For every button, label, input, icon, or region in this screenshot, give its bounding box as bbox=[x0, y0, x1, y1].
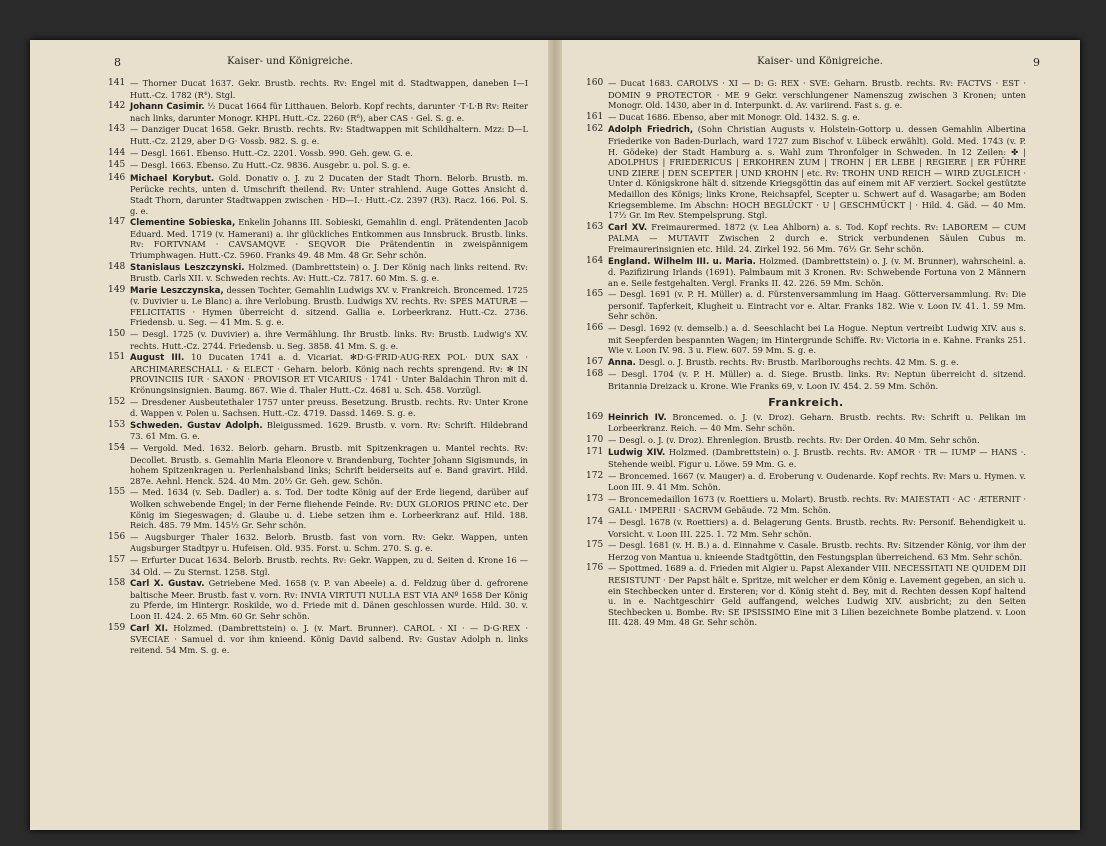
catalog-entry bbox=[108, 555, 528, 577]
entry-number: 163 bbox=[586, 221, 604, 232]
entry-number: 153 bbox=[108, 419, 126, 430]
entry-description: dessen Tochter, Gemahlin Ludwigs XV. v. Frankreich. Broncemed. 1725 (v. Duvivier u. Le Blanc) a. ihre Verlobung. Brustb. Ludwigs XV. rechts. Rv: SPES MATURÆ — FELICITATIS · Hymen überreicht d. sitzend. Gallia e. Lorbeerkranz. Hutt.-Cz. 2736. Friedensb. u. Seg. — 41 Mm. S. g. e. bbox=[130, 284, 528, 328]
right-column bbox=[586, 78, 1026, 629]
catalog-entry bbox=[586, 412, 1026, 434]
entry-description: — Desgl. 1692 (v. demselb.) a. d. Seeschlacht bei La Hogue. Neptun vertreibt Ludwig XIV. aus s. mit Seepferden bespannten Wagen; im Hintergrunde Schiffe. Rv: Victoria in e. Kahne. Franks 251. Wie v. Loon IV. 98. 3 u. Fiew. 607. 59 Mm. S. g. e. bbox=[608, 323, 1026, 356]
entry-body bbox=[130, 217, 528, 260]
entry-description: — Erfurter Ducat 1634. Belorb. Brustb. rechts. Rv: Gekr. Wappen, zu d. Seiten d. Krone 16 — 34 Old. — Zu Sternst. 1258. Stgl. bbox=[130, 554, 528, 577]
entry-description: (Sohn Christian Augusts v. Holstein-Gottorp u. dessen Gemahlin Albertina Friederike von Baden-Durlach, ward 1727 zum Bischof v. Lübeck erwählt). Gold. Med. 1743 (v. P. H. Gödeke) der Stadt Hamburg a. s. Wahl zum Thronfolger in Schweden. In 12 Zeilen: ✤ | ADOLPHUS | FRIEDERICUS | ERKOHREN ZUM | TROHN | ER LEBE | REGIERE | ER FÜHRE UND ZIERE | DEN SCEPTER | UND KROHN | etc. Rv: TROHN UND REICH — WIRD ZUGLEICH · Unter d. Königskrone hält d. sitzende Kriegsgöttin das auf einem mit AF verziert. Sockel gestützte Medaillon des Königs; links Krone, Reichsapfel, Scepter u. Schwert auf d. Wasagarbe; am Boden Kriegsembleme. Im Abschn: HOCH BEGLÜCKT · U | GESCHMÜCKT | · Hild. 4. Gäd. — 40 Mm. 17½ Gr. Im Rev. Stempelsprung. Stgl. bbox=[608, 124, 1027, 221]
catalog-entry bbox=[108, 285, 528, 328]
entry-body bbox=[608, 124, 1026, 220]
catalog-entry bbox=[586, 124, 1026, 220]
entry-body bbox=[130, 262, 528, 284]
entry-description: — Desgl. 1691 (v. P. H. Müller) a. d. Fürstenversammlung im Haag. Götterversammlung. Rv: Die personif. Tapferkeit, Klugheit u. Eintracht vor e. Altar. Franks 182. Wie v. Loon IV. 41. 1. 59 Mm. Sehr schön. bbox=[608, 289, 1026, 322]
entry-ruler-name: Marie Leszczynska, bbox=[130, 285, 224, 296]
right-page-number: 9 bbox=[1033, 56, 1040, 69]
entry-number: 172 bbox=[586, 470, 604, 481]
entry-description: Freimaurermed. 1872 (v. Lea Ahlborn) a. s. Tod. Kopf rechts. Rv: LABOREM — CUM PALMA — MUTAVIT Zwischen 2 durch e. Strick verbundenen Säulen Cubus m. Freimaurerinsignien etc. Hild. 24. Zirkel 192. 56 Mm. 76½ Gr. Sehr schön. bbox=[608, 221, 1027, 254]
catalog-entry bbox=[586, 357, 1026, 369]
entry-number: 149 bbox=[108, 284, 126, 295]
catalog-entry bbox=[586, 563, 1026, 628]
entry-number: 166 bbox=[586, 323, 604, 334]
entry-description: — Dresdener Ausbeutethaler 1757 unter preuss. Besetzung. Brustb. rechts. Rv: Unter Krone d. Wappen v. Polen u. Sachsen. Hutt.-Cz. 4719. Dassd. 1469. S. g. e. bbox=[130, 396, 528, 419]
entry-description: — Danziger Ducat 1658. Gekr. Brustb. rechts. Rv: Stadtwappen mit Schildhaltern. Mzz: D—L Hutt.-Cz. 2129, aber D·G· Vossb. 982. S. g. e. bbox=[130, 124, 528, 146]
catalog-entry bbox=[108, 262, 528, 284]
entry-ruler-name: England. Wilhelm III. u. Maria. bbox=[608, 256, 756, 267]
entry-body bbox=[608, 256, 1026, 289]
entry-number: 158 bbox=[108, 578, 126, 589]
catalog-entry bbox=[108, 532, 528, 554]
entry-description: — Desgl. 1704 (v. P. H. Müller) a. d. Siege. Brustb. links. Rv: Neptun überreicht d. sitzend. Britannia Dreizack u. Krone. Wie Franks 69, v. Loon IV. 454. 2. 59 Mm. Schön. bbox=[608, 369, 1026, 392]
right-page-header bbox=[560, 56, 1080, 70]
right-entries-frankreich bbox=[586, 412, 1026, 628]
catalog-entry bbox=[108, 487, 528, 530]
entry-body bbox=[130, 101, 528, 123]
left-page bbox=[30, 40, 550, 830]
catalog-entry bbox=[586, 471, 1026, 493]
entry-description: — Ducat 1683. CAROLVS · XI — D: G: REX · SVE: Geharn. Brustb. rechts. Rv: FACTVS · EST · DOMIN 9 PROTECTOR · ME 9 Gekr. verschlungener Namenszug zwischen 3 Kronen; unten Monogr. Old. 1430, aber in d. Interpunkt. d. Av. variirend. Fast s. g. e. bbox=[608, 78, 1026, 111]
entry-body bbox=[130, 487, 528, 530]
left-running-title: Kaiser- und Königreiche. bbox=[227, 56, 353, 67]
entry-number: 157 bbox=[108, 554, 126, 565]
entry-number: 154 bbox=[108, 443, 126, 453]
entry-body bbox=[608, 357, 1026, 369]
entry-number: 152 bbox=[108, 396, 126, 407]
entry-description: Desgl. o. J. Brustb. rechts. Rv: Brustb. Marlboroughs rechts. 42 Mm. S. g. e. bbox=[638, 356, 959, 367]
entry-number: 144 bbox=[108, 147, 126, 158]
entry-ruler-name: Johann Casimir. bbox=[130, 102, 205, 113]
entry-body bbox=[608, 112, 1026, 124]
catalog-entry bbox=[108, 623, 528, 656]
entry-description: Enkelin Johanns III. Sobieski, Gemahlin d. engl. Prätendenten Jacob Eduard. Med. 1719 (v. Hamerani) a. ihr glückliches Entkommen aus Innsbruck. Brustb. links. Rv: FORTVNAM · CAVSAMQVE · SEQVOR Die Prätendentin in zweispännigem Triumphwagen. Hutt.-Cz. 5960. Franks 49. 48 Mm. 48 Gr. Sehr schön. bbox=[130, 217, 528, 260]
catalog-entry bbox=[108, 78, 528, 100]
catalog-entry bbox=[586, 517, 1026, 539]
entry-description: — Ducat 1686. Ebenso, aber mit Monogr. Old. 1432. S. g. e. bbox=[608, 111, 860, 122]
entry-number: 164 bbox=[586, 255, 604, 266]
catalog-entry bbox=[108, 101, 528, 123]
entry-body bbox=[130, 329, 528, 351]
entry-description: Broncemed. o. J. (v. Droz). Geharn. Brustb. rechts. Rv: Schrift u. Pelikan im Lorbeerkranz. Reich. — 40 Mm. Sehr schön. bbox=[608, 411, 1026, 434]
catalog-entry bbox=[586, 447, 1026, 469]
entry-description: — Desgl. 1661. Ebenso. Hutt.-Cz. 2201. Vossb. 990. Geh. gew. G. e. bbox=[130, 147, 413, 158]
entry-body bbox=[130, 160, 528, 172]
catalog-entry bbox=[586, 323, 1026, 356]
entry-number: 170 bbox=[586, 434, 604, 445]
entry-description: — Broncemedaillon 1673 (v. Roettiers u. Molart). Brustb. rechts. Rv: MAIESTATI · AC · ÆTERNIT · GALL · IMPERII · SACRVM Gebäude. 72 Mm. Schön. bbox=[608, 493, 1026, 516]
entry-number: 174 bbox=[586, 516, 604, 527]
entry-body bbox=[130, 555, 528, 577]
entry-body bbox=[130, 352, 528, 395]
catalog-entry bbox=[586, 289, 1026, 322]
entry-body bbox=[608, 563, 1026, 628]
entry-number: 142 bbox=[108, 101, 126, 112]
left-page-number: 8 bbox=[114, 56, 121, 69]
catalog-entry bbox=[586, 494, 1026, 516]
entry-number: 141 bbox=[108, 78, 126, 88]
entry-description: Holzmed. (Dambrettstein) o. J. Der König nach links reitend. Rv: Brustb. Carls XII. v. Schweden rechts. Av: Hutt.-Cz. 7817. 60 Mm. S. g. e. bbox=[130, 261, 528, 284]
entry-body bbox=[608, 435, 1026, 447]
entry-body bbox=[608, 289, 1026, 322]
entry-ruler-name: Anna. bbox=[608, 357, 636, 368]
catalog-entry bbox=[586, 78, 1026, 111]
catalog-entry bbox=[586, 369, 1026, 391]
catalog-entry bbox=[108, 443, 528, 486]
catalog-entry bbox=[108, 397, 528, 419]
catalog-entry bbox=[586, 256, 1026, 289]
entry-description: — Broncemed. 1667 (v. Mauger) a. d. Eroberung v. Oudenarde. Kopf rechts. Rv: Mars u. Hymen. v. Loon III. 9. 41 Mm. Schön. bbox=[608, 470, 1026, 493]
entry-description: 10 Ducaten 1741 a. d. Vicariat. ✻D·G·FRID·AUG·REX POL· DUX SAX · ARCHIMARESCHALL · & ELECT · Geharn. belorb. König nach rechts sprengend. Rv: ✻ IN PROVINCIIS IUR · SAXON · PROVISOR ET VICARIUS · 1741 · Unter Baldachin Thron mit d. Krönungsinsignien. Baumg. 867. Wie d. Thaler Hutt.-Cz. 4681 u. Sch. 458. Vorzügl. bbox=[130, 352, 528, 396]
entry-description: — Desgl. 1678 (v. Roettiers) a. d. Belagerung Gents. Brustb. rechts. Rv: Personif. Behendigkeit u. Vorsicht. v. Loon III. 225. 1. 72 Mm. Sehr schön. bbox=[608, 516, 1026, 539]
entry-body bbox=[608, 412, 1026, 434]
entry-ruler-name: Adolph Friedrich, bbox=[608, 125, 694, 136]
entry-number: 173 bbox=[586, 493, 604, 504]
entry-description: — Spottmed. 1689 a. d. Frieden mit Algier u. Papst Alexander VIII. NECESSITATI NE QUIDEM DII RESISTUNT · Der Papst hält e. Spritze, mit welcher er dem König e. Lavement gegeben, an sich u. ein Stechbecken unter d. Ersteren; vor d. König steht d. Bey, mit d. Rechten dessen Kopf haltend u. in e. Nachtgeschirr Geld auffangend, welches Ludwig XIV. ausbricht; zu den Seiten Stechbecken u. Bombe. Rv: SE IPSISSIMO Eine mit 3 Lilien bezeichnete Bombe platzend. v. Loon III. 428. 49 Mm. 48 Gr. Sehr schön. bbox=[608, 563, 1026, 628]
catalog-entry bbox=[108, 173, 528, 216]
catalog-entry bbox=[108, 148, 528, 160]
entry-ruler-name: Stanislaus Leszczynski. bbox=[130, 262, 245, 273]
entry-description: — Desgl. 1681 (v. H. B.) a. d. Einnahme v. Casale. Brustb. rechts. Rv: Sitzender König, vor ihm der Herzog von Mantua u. knieende Stadtgöttin, den Festungsplan überreichend. 63 Mm. Sehr schön. bbox=[608, 540, 1026, 562]
entry-body bbox=[130, 443, 528, 486]
catalog-entry bbox=[108, 329, 528, 351]
entry-number: 168 bbox=[586, 369, 604, 380]
entry-description: — Med. 1634 (v. Seb. Dadler) a. s. Tod. Der todte König auf der Erde liegend, darüber auf Wolken schwebende Engel; in der Ferne fliehende Feinde. Rv: DUX GLORIOS PRINC etc. Der König im Siegeswagen; d. Glaube u. d. Liebe setzen ihm e. Lorbeerkranz auf. Hild. 188. Reich. 485. 79 Mm. 145½ Gr. Sehr schön. bbox=[130, 487, 528, 531]
entry-ruler-name: Ludwig XIV. bbox=[608, 448, 666, 459]
catalog-entry bbox=[108, 124, 528, 146]
entry-body bbox=[130, 78, 528, 100]
entry-body bbox=[608, 471, 1026, 493]
entry-number: 156 bbox=[108, 531, 126, 542]
entry-number: 162 bbox=[586, 124, 604, 135]
entry-body bbox=[608, 540, 1026, 562]
entry-ruler-name: Michael Korybut. bbox=[130, 173, 215, 184]
entry-number: 146 bbox=[108, 172, 126, 183]
catalog-entry bbox=[108, 578, 528, 621]
entry-number: 145 bbox=[108, 160, 126, 171]
entry-body bbox=[130, 420, 528, 442]
entry-number: 151 bbox=[108, 352, 126, 363]
entry-body bbox=[130, 532, 528, 554]
entry-description: — Vergold. Med. 1632. Belorb. geharn. Brustb. mit Spitzenkragen u. Mantel rechts. Rv: Decollet. Brustb. s. Gemahlin Maria Eleonore v. Brandenburg, Tochter Johann Sigismunds, in hohem Spitzenkragen u. Perlenhalsband links; Schrift beiderseits auf e. Band gravirt. Hild. 287e. Aehnl. Henck. 524. 40 Mm. 20½ Gr. Geh. gew. Schön. bbox=[130, 443, 528, 486]
entry-description: Holzmed. (Dambrettstein) o. J. Brustb. rechts. Rv: AMOR · TR — IUMP — HANS ·. Stehende weibl. Figur u. Löwe. 59 Mm. G. e. bbox=[608, 447, 1027, 469]
entry-body bbox=[130, 173, 528, 216]
entry-number: 150 bbox=[108, 329, 126, 340]
entry-ruler-name: Carl XV. bbox=[608, 222, 648, 233]
book-spread bbox=[30, 40, 1080, 830]
right-entries bbox=[586, 78, 1026, 392]
left-page-header bbox=[30, 56, 550, 70]
right-page bbox=[560, 40, 1080, 830]
entry-number: 159 bbox=[108, 622, 126, 633]
entry-body bbox=[130, 397, 528, 419]
catalog-entry bbox=[586, 540, 1026, 562]
entry-number: 155 bbox=[108, 487, 126, 498]
entry-number: 176 bbox=[586, 563, 604, 574]
entry-description: Holzmed. (Dambrettstein) o. J. (v. Mart. Brunner). CAROL · XI · — D·G·REX · SVECIAE · Samuel d. vor ihm knieend. König David salbend. Rv: Gustav Adolph n. links reitend. 54 Mm. S. g. e. bbox=[130, 622, 528, 655]
entry-number: 161 bbox=[586, 111, 604, 122]
entry-description: Getriebene Med. 1658 (v. P. van Abeele) a. d. Feldzug über d. gefrorene baltische Meer. Brustb. fast v. vorn. Rv: INVIA VIRTUTI NULLA EST VIA ANº 1658 Der König zu Pferde, im Hintergr. Roskilde, wo d. Friede mit d. Dänen geschlossen wurde. Hild. 30. v. Loon II. 424. 2. 65 Mm. 60 Gr. Sehr schön. bbox=[130, 578, 529, 621]
entry-body bbox=[608, 494, 1026, 516]
entry-description: Gold. Donativ o. J. zu 2 Ducaten der Stadt Thorn. Belorb. Brustb. m. Perücke rechts, unten d. Umschrift theilend. Rv: Unter strahlend. Auge Gottes Ansicht d. Stadt Thorn, darunter Stadtwappen zwischen · HD—I.· Hutt.-Cz. 2397 (R3). Racz. 166. Pol. S. g. e. bbox=[130, 172, 528, 216]
entry-body bbox=[130, 124, 528, 146]
right-running-title: Kaiser- und Königreiche. bbox=[757, 56, 883, 67]
entry-description: Bleigussmed. 1629. Brustb. v. vorn. Rv: Schrift. Hildebrand 73. 61 Mm. G. e. bbox=[130, 419, 528, 442]
entry-body bbox=[608, 222, 1026, 255]
entry-ruler-name: Carl X. Gustav. bbox=[130, 579, 205, 590]
entry-description: — Desgl. 1663. Ebenso. Zu Hutt.-Cz. 9836. Ausgebr. u. pol. S. g. e. bbox=[130, 160, 411, 171]
catalog-entry bbox=[586, 435, 1026, 447]
entry-description: Holzmed. (Dambrettstein) o. J. (v. M. Brunner), wahrscheinl. a. d. Pazifizirung Irlands (1691). Palmbaum mit 3 Kronen. Rv: Schwebende Fortuna von 2 Männern an e. Seile festgehalten. Vergl. Franks II. 42. 226. 59 Mm. Schön. bbox=[608, 255, 1027, 288]
entry-body bbox=[608, 517, 1026, 539]
entry-number: 165 bbox=[586, 289, 604, 300]
entry-number: 169 bbox=[586, 411, 604, 422]
left-column bbox=[108, 78, 528, 656]
entry-number: 143 bbox=[108, 124, 126, 135]
entry-description: — Augsburger Thaler 1632. Belorb. Brustb. fast von vorn. Rv: Gekr. Wappen, unten Augsburger Stadtpyr u. Hufeisen. Old. 935. Forst. u. Schm. 270. S. g. e. bbox=[130, 531, 528, 554]
catalog-entry bbox=[108, 352, 528, 395]
entry-number: 147 bbox=[108, 217, 126, 228]
entry-number: 148 bbox=[108, 261, 126, 272]
section-heading: Frankreich. bbox=[768, 395, 844, 409]
entry-body bbox=[608, 369, 1026, 391]
entry-body bbox=[608, 447, 1026, 469]
entry-ruler-name: Heinrich IV. bbox=[608, 412, 667, 423]
entry-body bbox=[130, 623, 528, 656]
entry-description: — Desgl. o. J. (v. Droz). Ehrenlegion. Brustb. rechts. Rv: Der Orden. 40 Mm. Sehr schön. bbox=[608, 434, 980, 445]
catalog-entry bbox=[108, 420, 528, 442]
catalog-entry bbox=[586, 112, 1026, 124]
entry-body bbox=[608, 323, 1026, 356]
catalog-entry bbox=[108, 217, 528, 260]
entry-number: 175 bbox=[586, 540, 604, 551]
entry-body bbox=[130, 285, 528, 328]
entry-body bbox=[130, 148, 528, 160]
entry-ruler-name: August III. bbox=[130, 353, 185, 364]
entry-description: — Thorner Ducat 1637. Gekr. Brustb. rechts. Rv: Engel mit d. Stadtwappen, daneben I—I Hutt.-Cz. 1782 (R⁴). Stgl. bbox=[130, 78, 528, 100]
catalog-entry bbox=[586, 222, 1026, 255]
entry-description: — Desgl. 1725 (v. Duvivier) a. ihre Vermählung. Ihr Brustb. links. Rv: Brustb. Ludwig's XV. rechts. Hutt.-Cz. 2744. Friedensb. u. Seg. 3858. 41 Mm. S. g. e. bbox=[130, 329, 528, 351]
entry-body bbox=[608, 78, 1026, 111]
entry-body bbox=[130, 578, 528, 621]
catalog-entry bbox=[108, 160, 528, 172]
entry-number: 167 bbox=[586, 356, 604, 367]
entry-number: 160 bbox=[586, 78, 604, 88]
entry-number: 171 bbox=[586, 447, 604, 458]
entry-description: ½ Ducat 1664 für Litthauen. Belorb. Kopf rechts, darunter ·T·L·B Rv: Reiter nach links, darunter Monogr. KHPL Hutt.-Cz. 2260 (R⁶), aber CAS · Gel. S. g. e. bbox=[130, 101, 528, 123]
entry-ruler-name: Carl XI. bbox=[130, 623, 168, 634]
entry-ruler-name: Schweden. Gustav Adolph. bbox=[130, 420, 263, 431]
entry-ruler-name: Clementine Sobieska, bbox=[130, 218, 236, 229]
